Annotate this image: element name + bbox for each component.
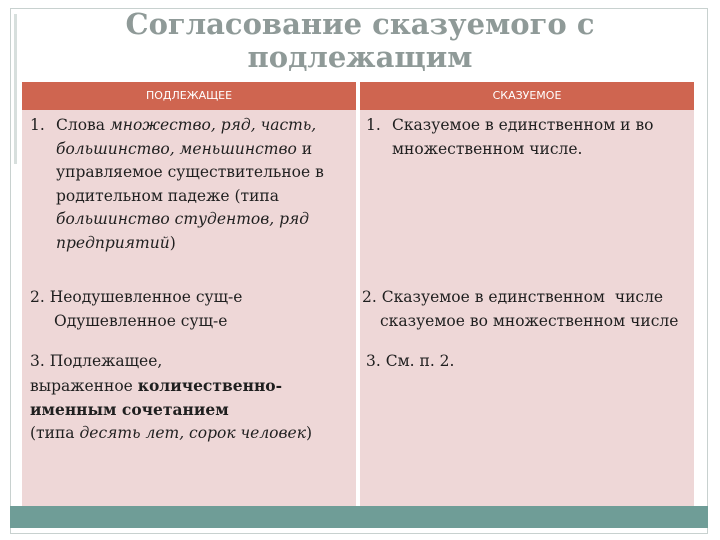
row3-subject-line4-italic: десять лет, сорок человек xyxy=(79,423,306,442)
row3-subject-line4-b: ) xyxy=(305,423,313,442)
page-title xyxy=(60,8,660,74)
column-header-subject: ПОДЛЕЖАЩЕЕ xyxy=(22,82,356,110)
row2-predicate-cell xyxy=(362,286,692,333)
row1-subject-text-italic-a: множество, ряд, часть, большинство, меньшинство xyxy=(56,116,317,158)
row3-subject-cell xyxy=(30,350,348,445)
agreement-table xyxy=(22,82,694,506)
row1-predicate-text: Сказуемое в единственном и во множественном числе. xyxy=(392,116,654,158)
row3-subject-line2-bold: количественно- xyxy=(137,375,283,395)
row2-predicate-line2: сказуемое во множественном числе xyxy=(380,311,679,330)
row2-subject-line1: 2. Неодушевленное сущ-е xyxy=(30,288,243,306)
title-line-2: подлежащим xyxy=(247,40,473,74)
row1-subject-text-b: и управляемое существительное в родительном падеже (типа xyxy=(56,139,324,205)
footer-band xyxy=(10,506,708,528)
column-divider xyxy=(356,110,360,506)
row2-subject-line2: Одушевленное сущ-е xyxy=(54,311,228,330)
row3-subject-line3-bold: именным сочетанием xyxy=(30,400,229,419)
row3-subject-line4-a: (типа xyxy=(30,423,80,442)
row1-predicate-cell xyxy=(366,114,688,161)
column-header-predicate: СКАЗУЕМОЕ xyxy=(360,82,694,110)
decorative-left-bar xyxy=(14,14,17,164)
row2-predicate-line1: 2. Сказуемое в единственном числе xyxy=(362,288,664,306)
row1-subject-text-italic-b: большинство студентов, ряд предприятий xyxy=(56,210,310,252)
row1-predicate-number: 1. xyxy=(366,116,381,134)
row1-subject-text-a: Слова xyxy=(56,116,110,134)
row3-subject-line2-plain: выраженное xyxy=(30,376,138,395)
row3-subject-line1: 3. Подлежащее, xyxy=(30,352,163,370)
row1-subject-cell xyxy=(30,114,348,255)
row3-predicate-text: 3. См. п. 2. xyxy=(366,352,455,370)
row1-subject-number: 1. xyxy=(30,116,45,134)
row2-subject-cell xyxy=(30,286,348,333)
title-line-1: Согласование сказуемого с xyxy=(125,7,595,41)
row1-subject-text-c: ) xyxy=(169,233,176,252)
row3-predicate-cell xyxy=(366,350,688,374)
